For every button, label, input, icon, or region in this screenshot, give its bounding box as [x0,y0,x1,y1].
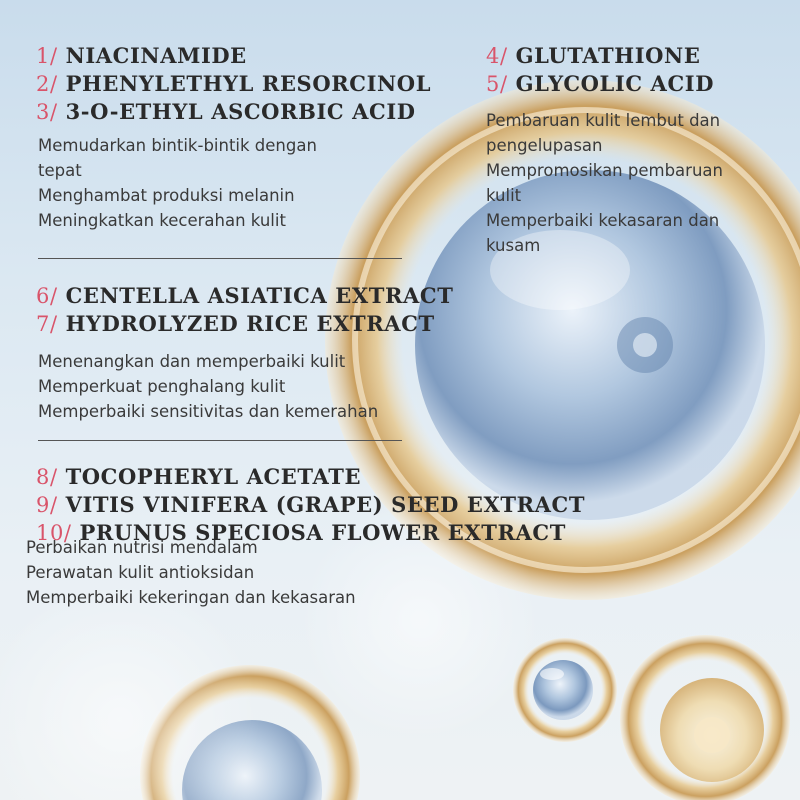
benefit-list [38,133,348,233]
section-divider [38,258,402,259]
ingredient-heading: 9/ VITIS VINIFERA (GRAPE) SEED EXTRACT [36,492,586,517]
ingredient-heading: 4/ GLUTATHIONE [486,43,701,68]
benefit-list [26,535,406,610]
benefit-item: Memperkuat penghalang kulit [38,377,286,396]
ingredient-heading: 3/ 3-O-ETHYL ASCORBIC ACID [36,99,416,124]
ingredient-heading: 2/ PHENYLETHYL RESORCINOL [36,71,432,96]
benefit-item: Memperbaiki kekasaran dan kusam [486,211,720,255]
benefit-item: Perawatan kulit antioksidan [26,563,255,582]
benefit-item: Menghambat produksi melanin [38,186,295,205]
ingredient-heading: 8/ TOCOPHERYL ACETATE [36,464,362,489]
benefit-item: Memperbaiki kekeringan dan kekasaran [26,588,356,607]
section-divider [38,440,402,441]
benefit-item: Meningkatkan kecerahan kulit [38,211,286,230]
benefit-item: Memudarkan bintik-bintik dengan tepat [38,136,317,180]
benefit-item: Menenangkan dan memperbaiki kulit [38,352,346,371]
benefit-item: Memperbaiki sensitivitas dan kemerahan [38,402,379,421]
ingredient-heading: 7/ HYDROLYZED RICE EXTRACT [36,311,435,336]
benefit-item: Mempromosikan pembaruan kulit [486,161,723,205]
ingredient-heading: 6/ CENTELLA ASIATICA EXTRACT [36,283,454,308]
benefit-list [38,349,418,424]
benefit-item: Perbaikan nutrisi mendalam [26,538,258,557]
ingredient-heading: 5/ GLYCOLIC ACID [486,71,715,96]
ingredient-heading: 10/ PRUNUS SPECIOSA FLOWER EXTRACT [36,520,566,545]
benefit-list [486,108,746,258]
ingredient-heading: 1/ NIACINAMIDE [36,43,247,68]
benefit-item: Pembaruan kulit lembut dan pengelupasan [486,111,721,155]
